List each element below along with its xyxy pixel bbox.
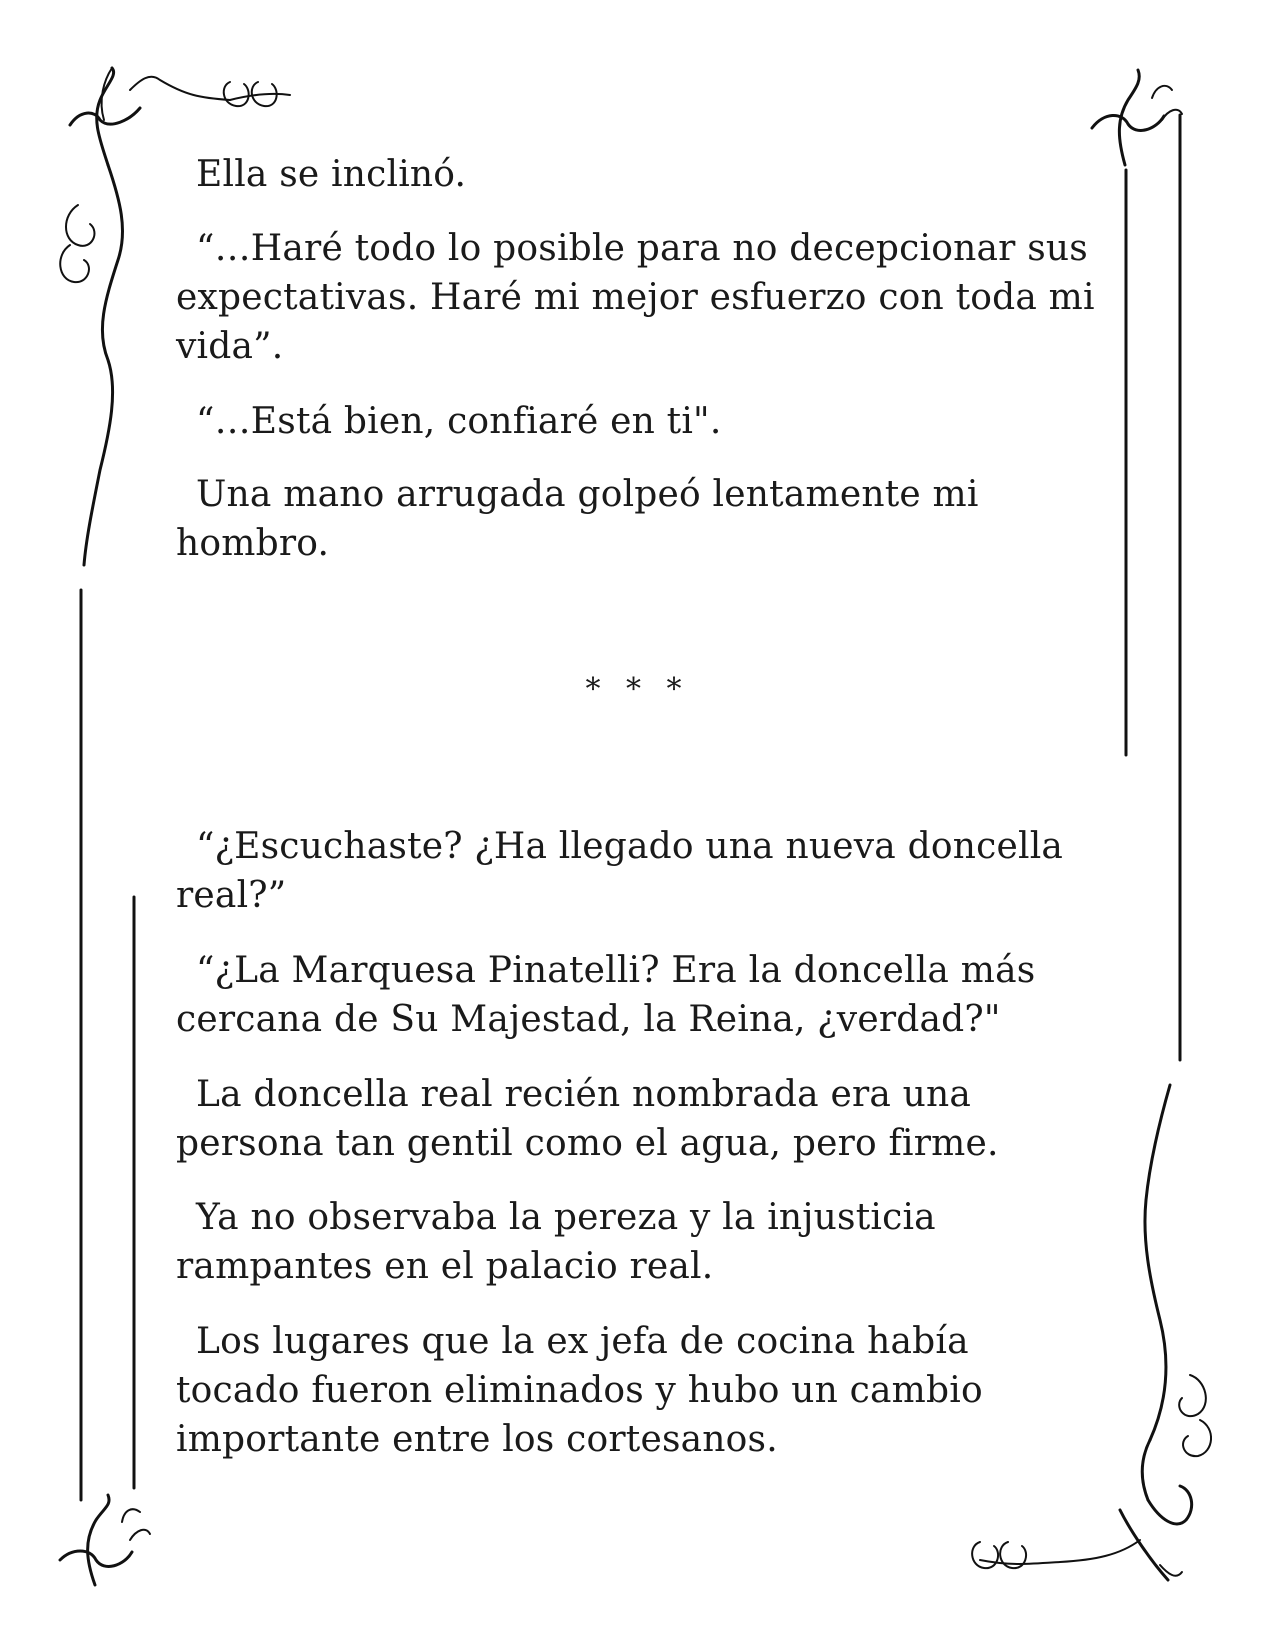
paragraph-9: Los lugares que la ex jefa de cocina había tocado fueron eliminados y hubo un cambio importante entre los cortesanos.	[176, 1321, 983, 1460]
scene-separator: * * *	[585, 672, 690, 707]
paragraph-5: “¿Escuchaste? ¿Ha llegado una nueva doncella real?”	[176, 826, 1064, 916]
paragraph-7: La doncella real recién nombrada era una persona tan gentil como el agua, pero firme.	[176, 1074, 999, 1164]
paragraph-8: Ya no observaba la pereza y la injusticia rampantes en el palacio real.	[176, 1197, 936, 1287]
paragraph-4: Una mano arrugada golpeó lentamente mi hombro.	[176, 474, 979, 564]
paragraph-3: “…Está bien, confiaré en ti".	[196, 401, 722, 442]
paragraph-6: “¿La Marquesa Pinatelli? Era la doncella más cercana de Su Majestad, la Reina, ¿verdad?"	[176, 950, 1036, 1040]
top-right-flourish-icon	[1092, 70, 1182, 165]
paragraph-1: Ella se inclinó.	[196, 154, 467, 195]
paragraph-2: “…Haré todo lo posible para no decepcionar sus expectativas. Haré mi mejor esfuerzo con toda mi vida”.	[176, 228, 1095, 367]
bottom-left-flourish-icon	[60, 1495, 150, 1585]
